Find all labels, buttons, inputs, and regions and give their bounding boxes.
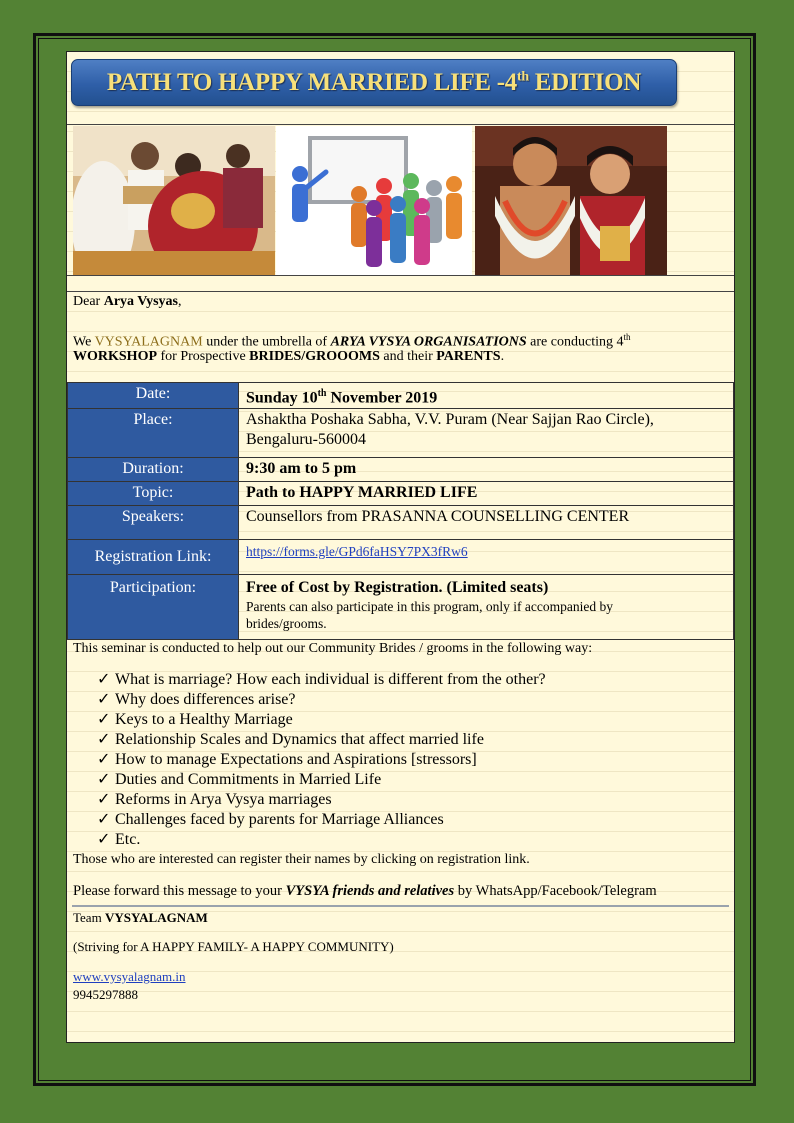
duration-row <box>68 458 734 482</box>
topics-list <box>97 670 546 850</box>
date-label: Date: <box>68 383 239 409</box>
date-value: Sunday 10th November 2019 <box>239 383 734 409</box>
list-item <box>97 710 546 730</box>
intro-line-2: WORKSHOP for Prospective BRIDES/GROOOMS and their PARENTS. <box>73 349 505 364</box>
tagline: (Striving for A HAPPY FAMILY- A HAPPY COMMUNITY) <box>73 939 394 954</box>
title-banner <box>71 59 677 106</box>
check-icon: ✓ <box>97 711 111 728</box>
list-item <box>97 730 546 750</box>
divider <box>67 291 734 292</box>
list-item-text: Challenges faced by parents for Marriage Alliances <box>115 811 444 828</box>
check-icon: ✓ <box>97 791 111 808</box>
list-item-text: Keys to a Healthy Marriage <box>115 711 293 728</box>
list-item-text: Reforms in Arya Vysya marriages <box>115 791 332 808</box>
list-item-text: Duties and Commitments in Married Life <box>115 771 382 788</box>
date-row <box>68 383 734 409</box>
list-item-text: Why does differences arise? <box>115 691 296 708</box>
list-item <box>97 790 546 810</box>
divider <box>72 905 729 907</box>
seminar-intro: This seminar is conducted to help out our Community Brides / grooms in the following way: <box>73 641 593 656</box>
registration-link[interactable]: https://forms.gle/GPd6faHSY7PX3fRw6 <box>246 544 468 560</box>
list-item <box>97 670 546 690</box>
duration-value: 9:30 am to 5 pm <box>239 458 734 482</box>
check-icon: ✓ <box>97 771 111 788</box>
list-item-text: Etc. <box>115 831 141 848</box>
speakers-row <box>68 506 734 540</box>
topic-label: Topic: <box>68 482 239 506</box>
forward-note: Please forward this message to your VYSYA friends and relatives by WhatsApp/Facebook/Telegram <box>73 883 657 899</box>
duration-label: Duration: <box>68 458 239 482</box>
check-icon: ✓ <box>97 671 111 688</box>
participation-value: Free of Cost by Registration. (Limited seats) Parents can also participate in this program, only if accompanied by brides/grooms. <box>239 575 734 640</box>
list-item-text: Relationship Scales and Dynamics that affect married life <box>115 731 484 748</box>
participation-label: Participation: <box>68 575 239 640</box>
speakers-value: Counsellors from PRASANNA COUNSELLING CENTER <box>239 506 734 540</box>
place-row <box>68 409 734 458</box>
presentation-clipart-icon <box>276 126 472 275</box>
speakers-label: Speakers: <box>68 506 239 540</box>
check-icon: ✓ <box>97 731 111 748</box>
topic-row <box>68 482 734 506</box>
list-item <box>97 810 546 830</box>
intro-line-1: We VYSYALAGNAM under the umbrella of ARYA VYSYA ORGANISATIONS are conducting 4th <box>73 332 631 350</box>
place-label: Place: <box>68 409 239 458</box>
list-item <box>97 770 546 790</box>
title-text: PATH TO HAPPY MARRIED LIFE -4th EDITION <box>106 68 642 96</box>
divider <box>67 124 734 125</box>
list-item <box>97 690 546 710</box>
participation-row <box>68 575 734 640</box>
event-details-table <box>67 382 734 640</box>
check-icon: ✓ <box>97 831 111 848</box>
list-item-text: How to manage Expectations and Aspirations [stressors] <box>115 751 477 768</box>
flyer-paper <box>66 51 735 1043</box>
phone-number: 9945297888 <box>73 987 138 1002</box>
list-item <box>97 830 546 850</box>
participation-note: Parents can also participate in this program, only if accompanied by brides/grooms. <box>246 599 614 632</box>
check-icon: ✓ <box>97 751 111 768</box>
team-signature: Team VYSYALAGNAM <box>73 910 208 925</box>
wedding-photo-icon <box>73 126 275 275</box>
list-item-text: What is marriage? How each individual is different from the other? <box>115 671 546 688</box>
couple-photo-icon <box>475 126 667 275</box>
topic-value: Path to HAPPY MARRIED LIFE <box>239 482 734 506</box>
greeting: Dear Arya Vysyas, <box>73 294 182 309</box>
interested-note: Those who are interested can register their names by clicking on registration link. <box>73 852 530 867</box>
org-name: VYSYALAGNAM <box>94 334 203 350</box>
registration-value <box>239 540 734 575</box>
list-item <box>97 750 546 770</box>
divider <box>67 275 734 276</box>
registration-label: Registration Link: <box>68 540 239 575</box>
check-icon: ✓ <box>97 691 111 708</box>
registration-row <box>68 540 734 575</box>
website-link[interactable]: www.vysyalagnam.in <box>73 969 186 984</box>
check-icon: ✓ <box>97 811 111 828</box>
place-value: Ashaktha Poshaka Sabha, V.V. Puram (Near Sajjan Rao Circle), Bengaluru-560004 <box>239 409 734 458</box>
